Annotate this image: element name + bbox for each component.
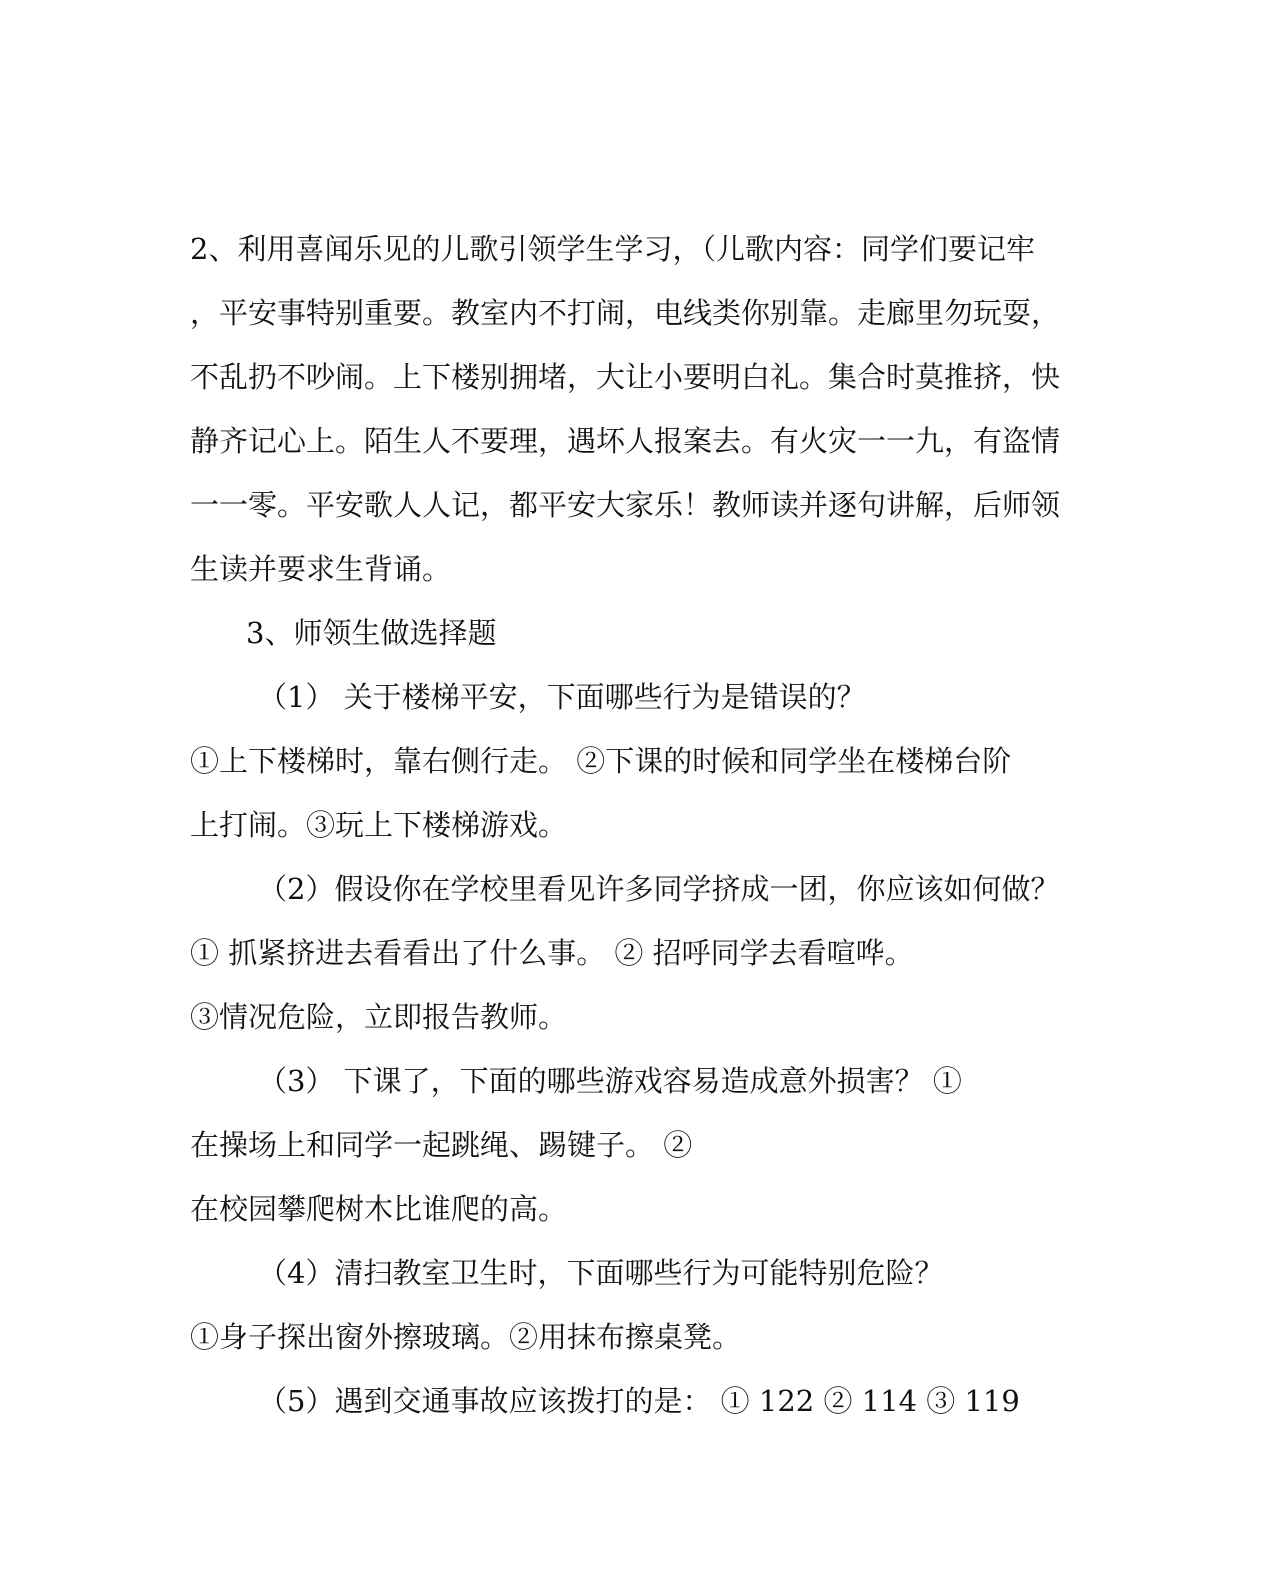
paragraph-2-line-5: 一一零。平安歌人人记，都平安大家乐！教师读并逐句讲解，后师领 [190, 488, 1061, 522]
paragraph-2-line-4: 静齐记心上。陌生人不要理，遇坏人报案去。有火灾一一九，有盗情 [190, 424, 1061, 458]
question-1-options-line-2: 上打闹。③玩上下楼梯游戏。 [190, 808, 568, 842]
paragraph-2-line-3: 不乱扔不吵闹。上下楼别拥堵，大让小要明白礼。集合时莫推挤，快 [190, 360, 1061, 394]
question-2-options-line-1: ① 抓紧挤进去看看出了什么事。 ② 招呼同学去看喧哗。 [190, 936, 914, 970]
question-3-option-2: 在校园攀爬树木比谁爬的高。 [190, 1192, 568, 1226]
question-3: （3） 下课了，下面的哪些游戏容易造成意外损害？ ① [258, 1064, 962, 1098]
question-2-options-line-2: ③情况危险，立即报告教师。 [190, 1000, 568, 1034]
paragraph-2-line-1: 2、利用喜闻乐见的儿歌引领学生学习，（儿歌内容：同学们要记牢 [190, 232, 1035, 266]
question-1: （1） 关于楼梯平安，下面哪些行为是错误的？ [258, 680, 866, 714]
question-3-option-1: 在操场上和同学一起跳绳、踢键子。 ② [190, 1128, 693, 1162]
question-2: （2）假设你在学校里看见许多同学挤成一团，你应该如何做？ [258, 872, 1060, 906]
question-5: （5）遇到交通事故应该拨打的是： ① 122 ② 114 ③ 119 [258, 1384, 1020, 1418]
section-3-heading: 3、师领生做选择题 [246, 616, 497, 650]
question-4: （4）清扫教室卫生时，下面哪些行为可能特别危险？ [258, 1256, 944, 1290]
paragraph-2-line-6: 生读并要求生背诵。 [190, 552, 452, 586]
question-1-options-line-1: ①上下楼梯时，靠右侧行走。 ②下课的时候和同学坐在楼梯台阶 [190, 744, 1012, 778]
question-4-options: ①身子探出窗外擦玻璃。②用抹布擦桌凳。 [190, 1320, 742, 1354]
paragraph-2-line-2: ，平安事特别重要。教室内不打闹，电线类你别靠。走廊里勿玩耍， [190, 296, 1061, 330]
